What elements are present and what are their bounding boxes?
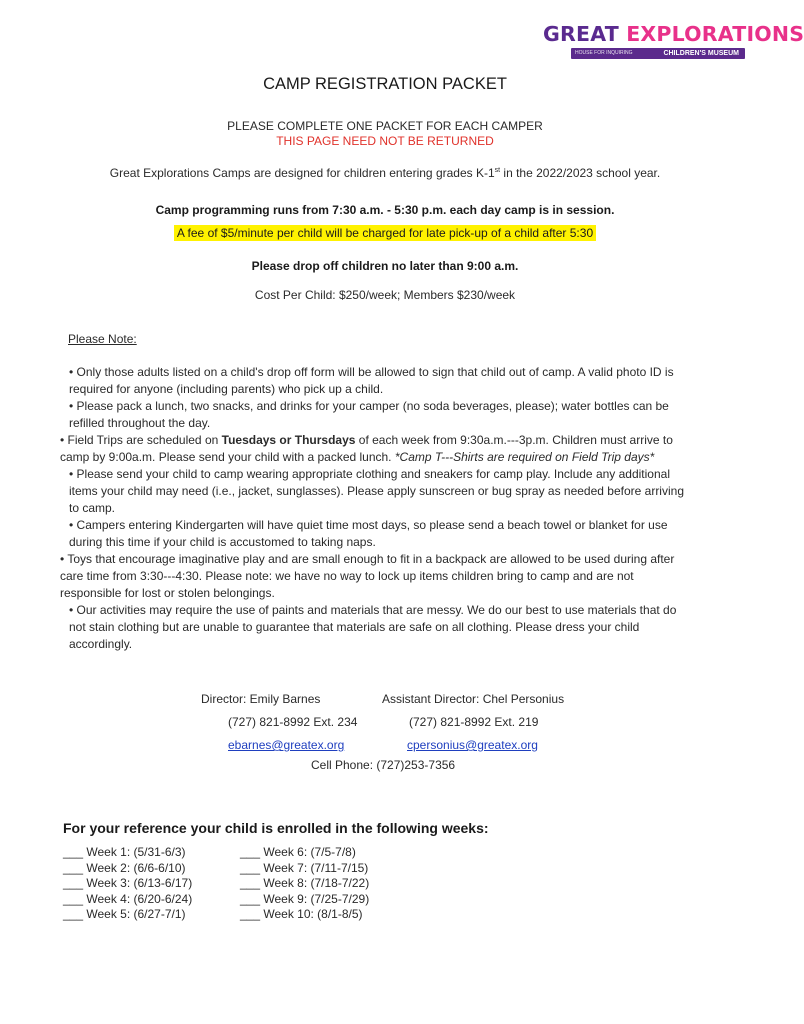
notes-list bbox=[60, 364, 688, 653]
page-title: CAMP REGISTRATION PACKET bbox=[263, 75, 507, 93]
great-explorations-logo bbox=[543, 22, 804, 64]
late-fee-line bbox=[0, 226, 770, 240]
note-field-trips-a: • Field Trips are scheduled on bbox=[60, 433, 222, 447]
note-item: • Please pack a lunch, two snacks, and drinks for your camper (no soda beverages, please); water bottles can be refilled throughout the day. bbox=[69, 399, 669, 430]
note-field-trips-b: of each week from 9:30a.m.---3p.m. Children must arrive to camp by 9:00a.m. Please send your child with a packed lunch. bbox=[60, 433, 673, 464]
week-item: ___ Week 3: (6/13-6/17) bbox=[63, 876, 193, 890]
week-item: ___ Week 4: (6/20-6/24) bbox=[63, 891, 193, 906]
week-item: ___ Week 7: (7/11-7/15) bbox=[240, 860, 369, 875]
note-field-trips-shirts: *Camp T---Shirts are required on Field Trip days* bbox=[394, 450, 655, 464]
week-item: ___ Week 8: (7/18-7/22) bbox=[240, 876, 370, 890]
logo-wordmark bbox=[543, 22, 804, 46]
note-item: • Campers entering Kindergarten will have quiet time most days, so please send a beach towel or blanket for use during this time if your child is accustomed to taking naps. bbox=[69, 518, 668, 549]
logo-tagline-main: CHILDREN'S MUSEUM bbox=[663, 50, 739, 57]
cost-per-child: Cost Per Child: $250/week; Members $230/week bbox=[254, 288, 516, 302]
weeks-column-left bbox=[63, 845, 192, 923]
director-email-link[interactable]: ebarnes@greatex.org bbox=[228, 738, 345, 752]
director-name: Director: Emily Barnes bbox=[201, 692, 321, 706]
week-item: ___ Week 1: (5/31-6/3) bbox=[63, 845, 186, 859]
weeks-column-right bbox=[240, 845, 369, 923]
note-item: • Toys that encourage imaginative play and are small enough to fit in a backpack are allowed to be used during after care time from 3:30---4:30. Please note: we have no way to lock up items children bring to camp and are not responsible for lost or stolen belongings. bbox=[60, 552, 675, 600]
intro-text-b: in the 2022/2023 school year. bbox=[500, 166, 661, 180]
director-phone: (727) 821-8992 Ext. 234 bbox=[228, 715, 358, 729]
note-item-field-trips bbox=[60, 432, 688, 466]
week-item: ___ Week 2: (6/6-6/10) bbox=[63, 860, 186, 875]
week-item: ___ Week 9: (7/25-7/29) bbox=[240, 891, 370, 906]
logo-word-explorations: EXPLORATIONS bbox=[626, 22, 804, 46]
note-item: • Please send your child to camp wearing appropriate clothing and sneakers for camp play. Include any additional items your child may need (i.e., jacket, sunglasses). Please apply sunscreen or bug spray as needed before arriving to camp. bbox=[69, 467, 684, 515]
week-item: ___ Week 5: (6/27-7/1) bbox=[63, 907, 186, 921]
logo-word-great: GREAT bbox=[543, 22, 619, 46]
logo-tagline-pre: HOUSE FOR INQUIRING bbox=[575, 50, 633, 56]
note-item: • Only those adults listed on a child's drop off form will be allowed to sign that child out of camp. A valid photo ID is required for anyone (including parents) who pick up a child. bbox=[69, 365, 674, 396]
assistant-director-name: Assistant Director: Chel Personius bbox=[382, 692, 565, 706]
assistant-director-phone: (727) 821-8992 Ext. 219 bbox=[409, 715, 539, 729]
assistant-director-email-link[interactable]: cpersonius@greatex.org bbox=[407, 738, 538, 752]
dropoff-time: Please drop off children no later than 9:00 a.m. bbox=[251, 259, 519, 273]
please-note-heading: Please Note: bbox=[68, 332, 137, 346]
intro-text bbox=[0, 166, 770, 180]
not-returned-notice: THIS PAGE NEED NOT BE RETURNED bbox=[276, 134, 494, 148]
camp-hours: Camp programming runs from 7:30 a.m. - 5:30 p.m. each day camp is in session. bbox=[155, 203, 615, 217]
late-fee-highlight: A fee of $5/minute per child will be charged for late pick-up of a child after 5:30 bbox=[174, 225, 596, 241]
intro-sup: st bbox=[494, 167, 501, 174]
enrollment-heading: For your reference your child is enrolled in the following weeks: bbox=[63, 820, 489, 836]
note-item: • Our activities may require the use of paints and materials that are messy. We do our best to use materials that do not stain clothing but are unable to guarantee that materials are safe on all clothing. Please dress your child accordingly. bbox=[69, 603, 677, 651]
cell-phone: Cell Phone: (727)253-7356 bbox=[311, 758, 456, 772]
note-field-trips-days: Tuesdays or Thursdays bbox=[221, 433, 356, 447]
intro-text-a: Great Explorations Camps are designed for children entering grades K-1 bbox=[109, 166, 495, 180]
week-item: ___ Week 6: (7/5-7/8) bbox=[240, 845, 356, 859]
complete-one-packet: PLEASE COMPLETE ONE PACKET FOR EACH CAMPER bbox=[227, 119, 543, 133]
logo-tagline bbox=[571, 48, 745, 59]
week-item: ___ Week 10: (8/1-8/5) bbox=[240, 907, 363, 921]
